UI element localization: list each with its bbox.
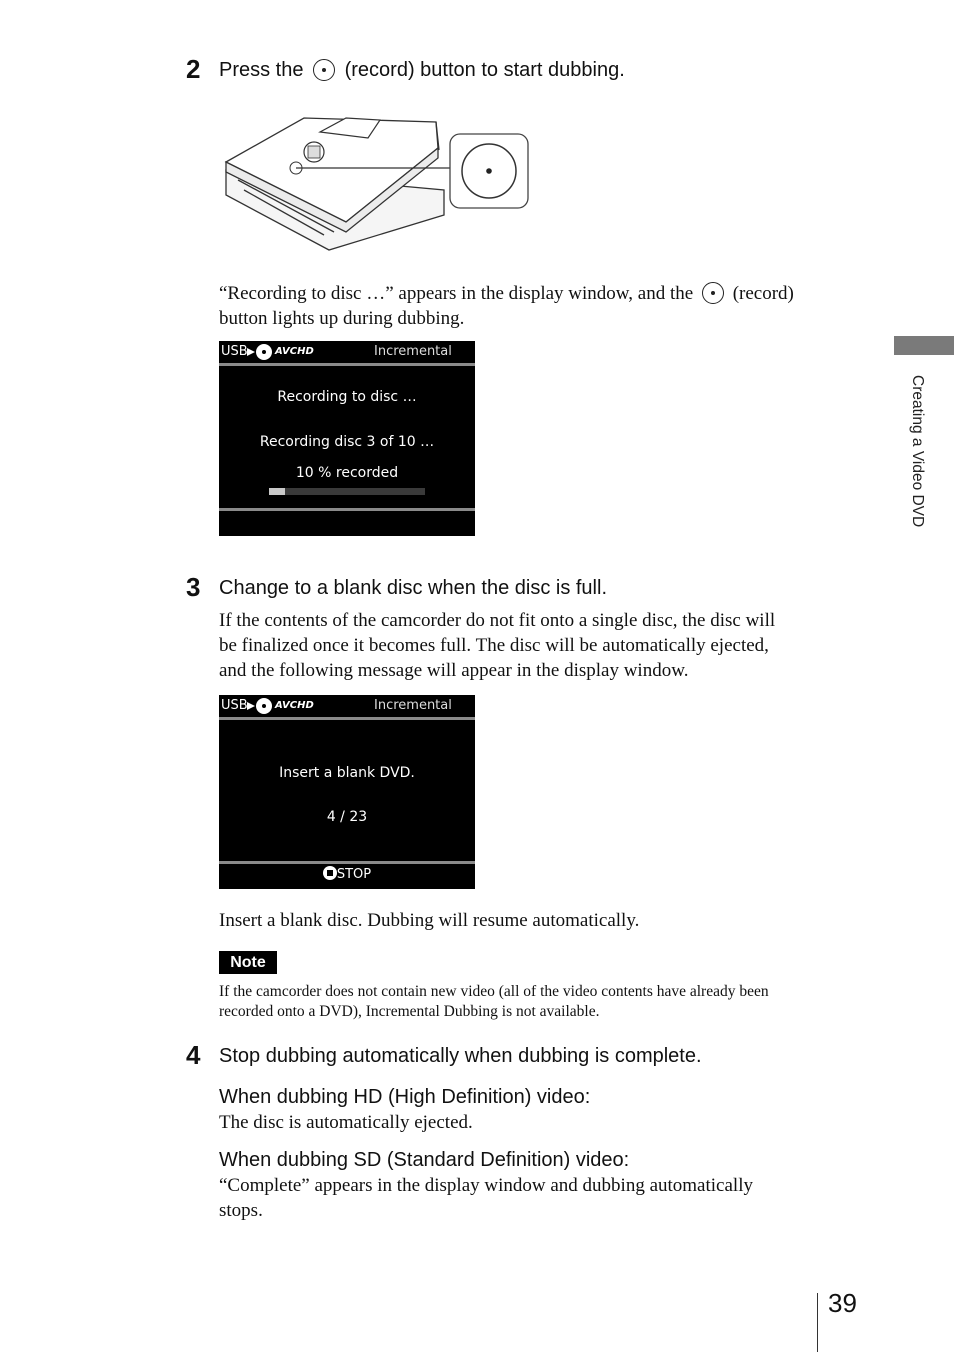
sd-line-2: stops. (219, 1200, 263, 1221)
step-3-heading: Change to a blank disc when the disc is full. (219, 577, 607, 599)
step-4-heading: Stop dubbing automatically when dubbing is complete. (219, 1045, 702, 1067)
step-number-2: 2 (186, 54, 201, 84)
divider-top (219, 363, 475, 366)
stop-icon (323, 866, 337, 880)
note-text (219, 982, 869, 1022)
step-2-para-after: (record) (732, 283, 794, 304)
mode-label: Incremental (374, 344, 452, 359)
mode-label-2: Incremental (374, 698, 452, 713)
step-2-heading (219, 59, 625, 82)
step-number-3: 3 (186, 572, 201, 602)
progress-bar (269, 488, 425, 495)
step-3-para-line2: be finalized once it becomes full. The disc will be automatically ejected, (219, 635, 769, 656)
disc-icon-2 (256, 698, 272, 714)
page-number: 39 (828, 1288, 857, 1318)
divider-top-2 (219, 717, 475, 720)
sd-heading: When dubbing SD (Standard Definition) video: (219, 1149, 630, 1171)
status-line-3: 10 % recorded (295, 465, 399, 481)
arrow-right-icon-2 (247, 702, 255, 710)
progress-bar-fill (269, 488, 285, 495)
status-line-1: Recording to disc … (277, 389, 417, 405)
avchd-logo: AVCHD (275, 346, 314, 357)
record-button-icon (313, 59, 335, 81)
step-3-paragraph (219, 608, 869, 683)
stop-indicator (219, 866, 475, 882)
step-2-para-line2: button lights up during dubbing. (219, 308, 465, 329)
disc-burner-illustration (224, 100, 534, 255)
insert-instruction: Insert a blank disc. Dubbing will resume automatically. (219, 910, 640, 931)
page-number-divider (817, 1293, 818, 1352)
avchd-logo-2: AVCHD (275, 700, 314, 711)
divider-bottom-2 (219, 861, 475, 864)
sd-text (219, 1173, 869, 1223)
display-window-recording (219, 341, 475, 536)
stop-label: STOP (336, 867, 372, 882)
usb-label-2: USB (221, 698, 248, 713)
insert-message: Insert a blank DVD. (279, 765, 415, 781)
step-2-paragraph (219, 281, 859, 331)
disc-icon (256, 344, 272, 360)
usb-label: USB (221, 344, 248, 359)
note-line-1: If the camcorder does not contain new video (all of the video contents have already been (219, 983, 769, 1000)
sd-line-1: “Complete” appears in the display window and dubbing automatically (219, 1175, 753, 1196)
status-line-2: Recording disc 3 of 10 … (259, 434, 435, 450)
disc-count: 4 / 23 (326, 809, 368, 825)
step-3-para-line3: and the following message will appear in the display window. (219, 660, 689, 681)
hd-heading: When dubbing HD (High Definition) video: (219, 1086, 591, 1108)
status-bar (219, 341, 475, 363)
note-badge: Note (219, 951, 277, 974)
hd-text: The disc is automatically ejected. (219, 1112, 473, 1133)
step-3-para-line1: If the contents of the camcorder do not fit onto a single disc, the disc will (219, 610, 776, 631)
status-bar-2 (219, 695, 475, 717)
step-2-para-before: “Recording to disc …” appears in the display window, and the (219, 283, 694, 304)
step-number-4: 4 (186, 1040, 201, 1070)
divider-bottom (219, 508, 475, 511)
display-window-insert (219, 695, 475, 889)
side-tab-marker (894, 336, 954, 355)
record-button-icon-inline (702, 282, 724, 304)
note-line-2: recorded onto a DVD), Incremental Dubbing is not available. (219, 1003, 600, 1020)
side-tab-label: Creating a Video DVD (909, 375, 926, 528)
step-2-heading-before: Press the (219, 59, 304, 81)
step-2-heading-after: (record) button to start dubbing. (344, 59, 625, 81)
arrow-right-icon (247, 348, 255, 356)
